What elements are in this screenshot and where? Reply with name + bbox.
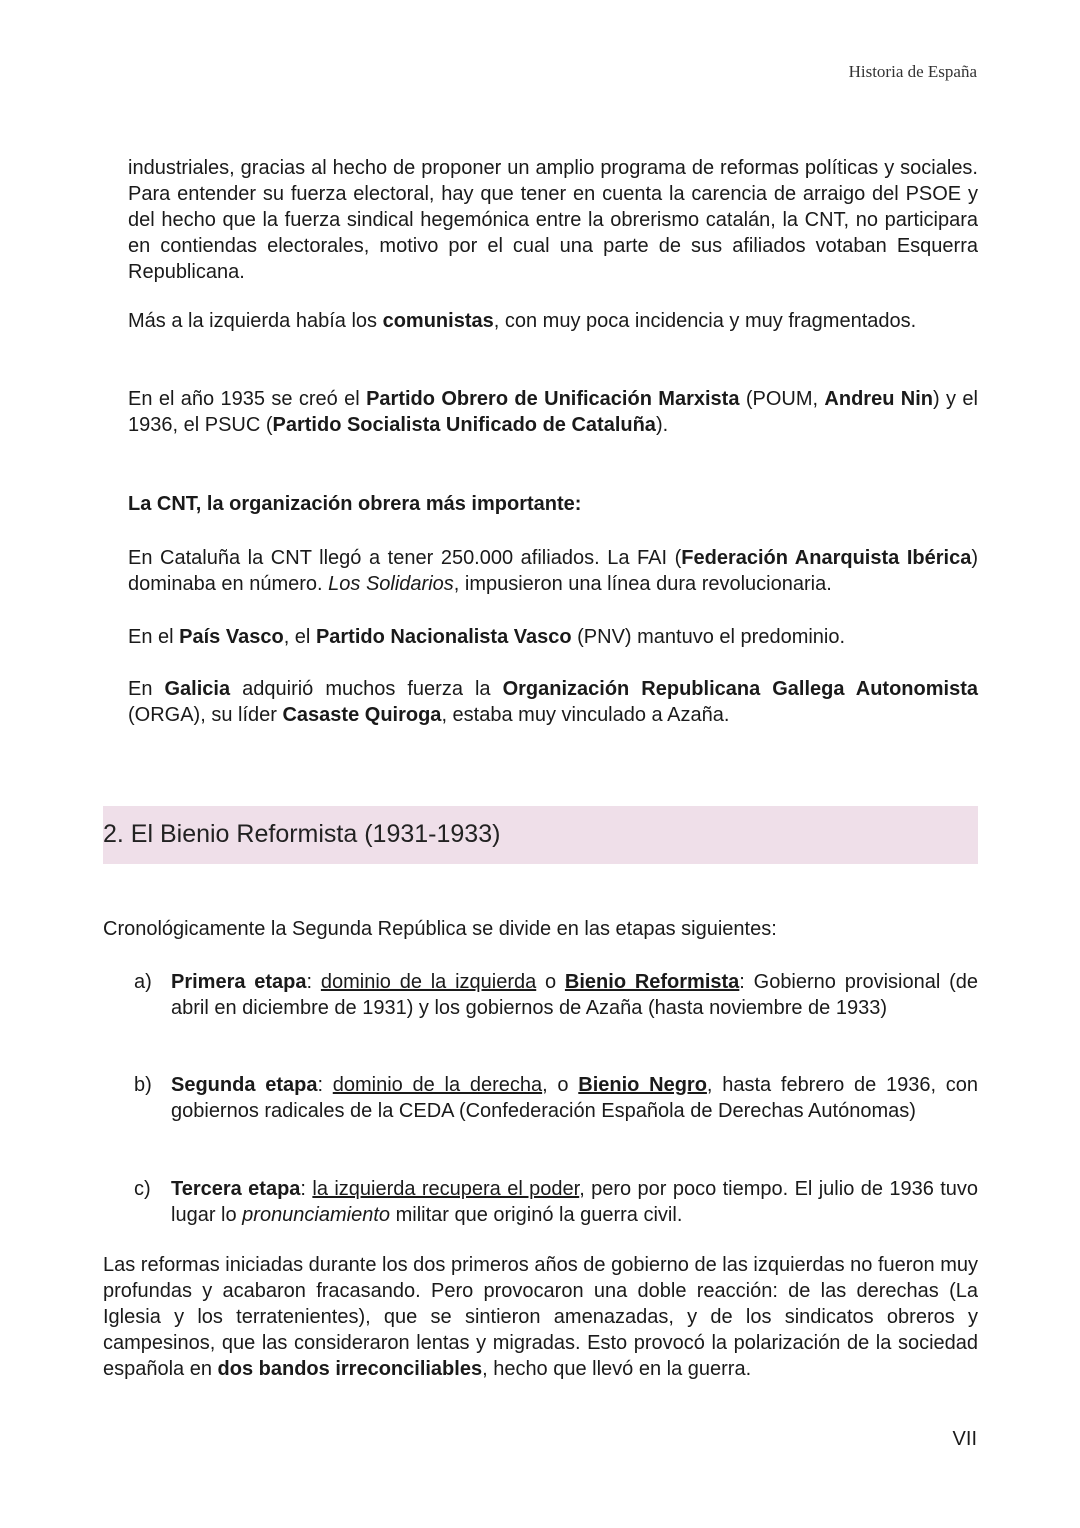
lead-paragraph: Cronológicamente la Segunda República se divide en las etapas siguientes:	[103, 918, 777, 940]
running-header: Historia de España	[848, 62, 977, 81]
list-item: b) Segunda etapa: dominio de la derecha, o Bienio Negro, hasta febrero de 1936, con gobiernos radicales de la CEDA (Confederación Española de Derechas Autónomas)	[134, 1074, 979, 1122]
cnt-heading: La CNT, la organización obrera más importante:	[128, 493, 582, 515]
list-marker: b)	[134, 1074, 152, 1096]
list-item: a) Primera etapa: dominio de la izquierda o Bienio Reformista: Gobierno provisional (de abril en diciembre de 1931) y los gobiernos de Azaña (hasta noviembre de 1933)	[134, 971, 978, 1019]
section-title: 2. El Bienio Reformista (1931-1933)	[103, 820, 501, 848]
list-marker: c)	[134, 1178, 151, 1200]
intro-paragraph-1: industriales, gracias al hecho de proponer un amplio programa de reformas políticas y sociales. Para entender su fuerza electoral, hay que tener en cuenta la carencia de arraigo del PSOE y del hecho que la fuerza sindical hegemónica entre la obrerismo catalán, la CNT, no participara en contiendas electorales, motivo por el cual una parte de sus afiliados votaban Esquerra Republicana.	[128, 157, 978, 283]
list-item: c) Tercera etapa: la izquierda recupera el poder, pero por poco tiempo. El julio de 1936 tuvo lugar lo pronunciamiento militar que originó la guerra civil.	[134, 1178, 979, 1226]
intro-paragraph-3: En el año 1935 se creó el Partido Obrero de Unificación Marxista (POUM, Andreu Nin) y el 1936, el PSUC (Partido Socialista Unificado de Cataluña).	[128, 388, 978, 436]
list-marker: a)	[134, 971, 152, 993]
cnt-paragraph-2: En el País Vasco, el Partido Nacionalista Vasco (PNV) mantuvo el predominio.	[128, 626, 846, 648]
page-number: VII	[952, 1428, 977, 1450]
closing-paragraph: Las reformas iniciadas durante los dos primeros años de gobierno de las izquierdas no fueron muy profundas y acabaron fracasando. Pero provocaron una doble reacción: de las derechas (La Iglesia y los terratenientes), que se sintieron amenazadas, y de los sindicatos obreros y campesinos, que las consideraron lentas y migradas. Esto provocó la polarización de la sociedad española en dos bandos irreconciliables, hecho que llevó en la guerra.	[103, 1254, 978, 1380]
intro-paragraph-2: Más a la izquierda había los comunistas, con muy poca incidencia y muy fragmentados.	[128, 310, 917, 332]
cnt-paragraph-1: En Cataluña la CNT llegó a tener 250.000 afiliados. La FAI (Federación Anarquista Ibérica) dominaba en número. Los Solidarios, impusieron una línea dura revolucionaria.	[128, 547, 978, 595]
cnt-paragraph-3: En Galicia adquirió muchos fuerza la Organización Republicana Gallega Autonomista (ORGA), su líder Casaste Quiroga, estaba muy vinculado a Azaña.	[128, 678, 978, 726]
